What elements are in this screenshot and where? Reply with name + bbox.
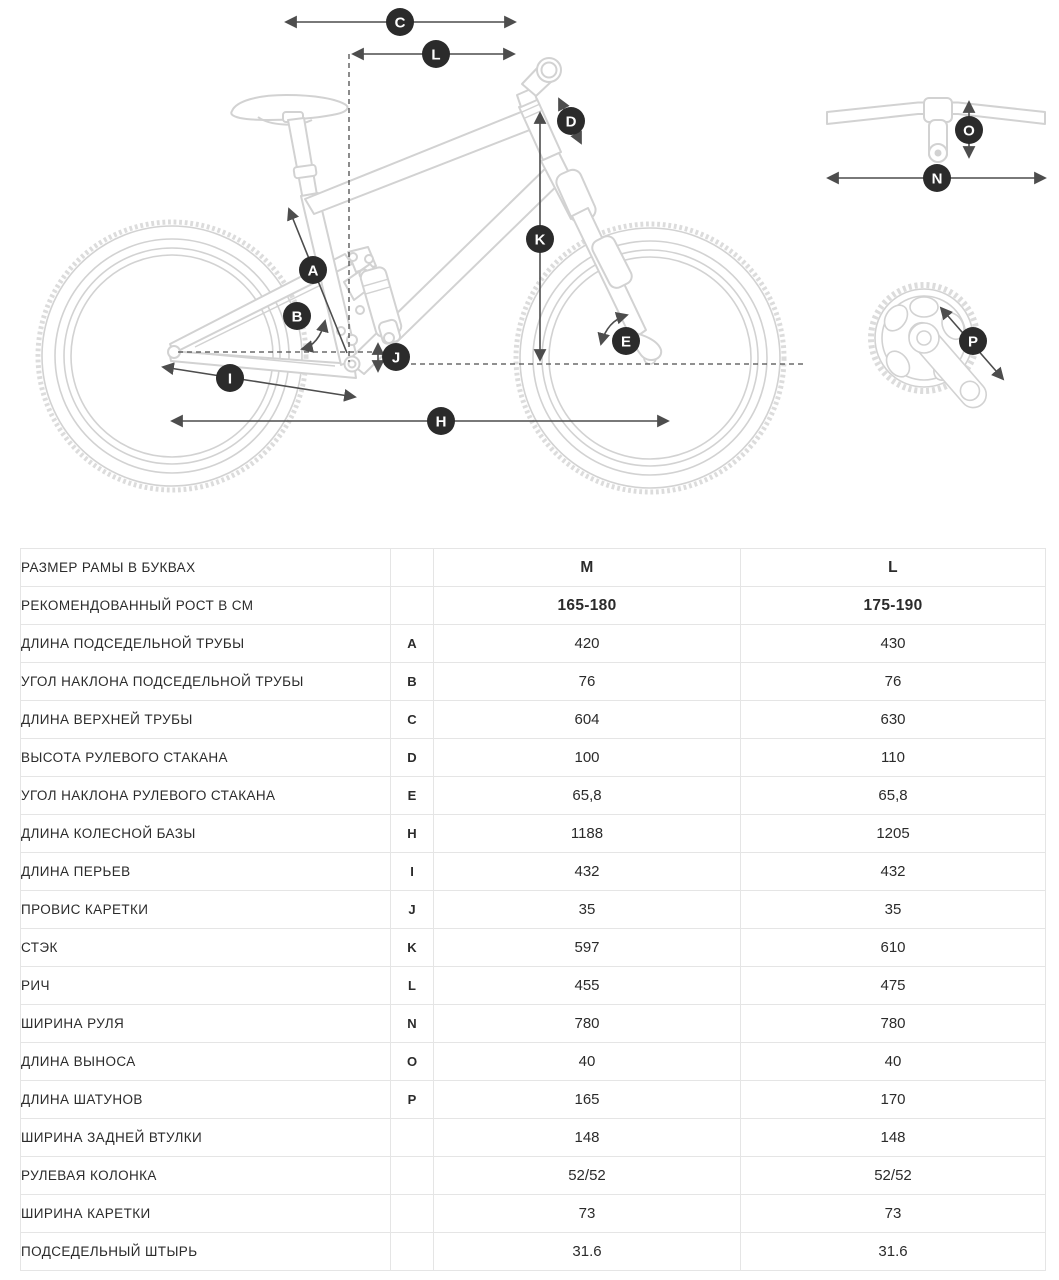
badge-K — [526, 225, 554, 253]
table-row — [21, 1157, 1046, 1195]
table-row — [21, 1005, 1046, 1043]
row-letter — [391, 1119, 434, 1157]
row-value-l: 31.6 — [741, 1233, 1046, 1271]
row-letter — [391, 549, 434, 587]
row-value-m: 40 — [434, 1043, 741, 1081]
row-letter — [391, 587, 434, 625]
row-value-m: 455 — [434, 967, 741, 1005]
row-label: ШИРИНА КАРЕТКИ — [21, 1195, 391, 1233]
table-row — [21, 891, 1046, 929]
badge-P — [959, 327, 987, 355]
row-letter: A — [391, 625, 434, 663]
chainstay — [169, 351, 356, 378]
row-letter: I — [391, 853, 434, 891]
row-value-l: 475 — [741, 967, 1046, 1005]
svg-text:C: C — [394, 14, 406, 32]
row-value-l: 76 — [741, 663, 1046, 701]
row-value-m: 76 — [434, 663, 741, 701]
row-label: ШИРИНА ЗАДНЕЙ ВТУЛКИ — [21, 1119, 391, 1157]
row-letter — [391, 1195, 434, 1233]
row-value-l: 430 — [741, 625, 1046, 663]
row-label: ДЛИНА ПЕРЬЕВ — [21, 853, 391, 891]
row-value-m: 780 — [434, 1005, 741, 1043]
table-row — [21, 853, 1046, 891]
row-letter: P — [391, 1081, 434, 1119]
bike-geometry-diagram — [0, 0, 1059, 540]
row-label: ПРОВИС КАРЕТКИ — [21, 891, 391, 929]
geometry-table — [20, 548, 1046, 1271]
table-row — [21, 739, 1046, 777]
table-row — [21, 1195, 1046, 1233]
row-value-m: 65,8 — [434, 777, 741, 815]
row-label: УГОЛ НАКЛОНА РУЛЕВОГО СТАКАНА — [21, 777, 391, 815]
svg-text:O: O — [963, 122, 975, 140]
geometry-table-body — [21, 549, 1046, 1271]
svg-text:L: L — [431, 46, 441, 64]
row-letter: D — [391, 739, 434, 777]
row-value-l: 780 — [741, 1005, 1046, 1043]
badge-B — [283, 302, 311, 330]
row-letter: L — [391, 967, 434, 1005]
row-label: ДЛИНА КОЛЕСНОЙ БАЗЫ — [21, 815, 391, 853]
row-value-l: 432 — [741, 853, 1046, 891]
row-value-m: 148 — [434, 1119, 741, 1157]
row-label: РИЧ — [21, 967, 391, 1005]
table-row — [21, 1233, 1046, 1271]
handlebar-illustration — [827, 98, 1045, 162]
row-value-m: 1188 — [434, 815, 741, 853]
row-value-l: 610 — [741, 929, 1046, 967]
svg-text:A: A — [307, 262, 319, 280]
row-value-l: 65,8 — [741, 777, 1046, 815]
row-letter: N — [391, 1005, 434, 1043]
table-row — [21, 1043, 1046, 1081]
table-row — [21, 1119, 1046, 1157]
row-letter: E — [391, 777, 434, 815]
row-letter — [391, 1233, 434, 1271]
badge-O — [955, 116, 983, 144]
svg-text:D: D — [565, 113, 577, 131]
row-value-m: 35 — [434, 891, 741, 929]
row-value-l: 148 — [741, 1119, 1046, 1157]
row-value-m: 604 — [434, 701, 741, 739]
svg-text:H: H — [435, 413, 447, 431]
row-letter — [391, 1157, 434, 1195]
svg-text:E: E — [620, 333, 632, 351]
row-label: СТЭК — [21, 929, 391, 967]
row-value-m: 420 — [434, 625, 741, 663]
row-value-m: 597 — [434, 929, 741, 967]
top-tube — [305, 108, 540, 214]
row-label: РУЛЕВАЯ КОЛОНКА — [21, 1157, 391, 1195]
table-row — [21, 929, 1046, 967]
stem-clamp — [924, 98, 952, 122]
badge-J — [382, 343, 410, 371]
row-label: ДЛИНА ПОДСЕДЕЛЬНОЙ ТРУБЫ — [21, 625, 391, 663]
row-label: ДЛИНА ВЕРХНЕЙ ТРУБЫ — [21, 701, 391, 739]
row-value-l: 630 — [741, 701, 1046, 739]
badge-L — [422, 40, 450, 68]
badge-H — [427, 407, 455, 435]
row-value-m: 165 — [434, 1081, 741, 1119]
row-value-m: 432 — [434, 853, 741, 891]
row-value-l: 170 — [741, 1081, 1046, 1119]
svg-text:K: K — [534, 231, 546, 249]
badge-C — [386, 8, 414, 36]
row-value-m: M — [434, 549, 741, 587]
svg-text:J: J — [391, 349, 401, 367]
svg-text:P: P — [967, 333, 979, 351]
bike-frame-illustration — [168, 58, 661, 378]
table-row — [21, 777, 1046, 815]
row-value-m: 100 — [434, 739, 741, 777]
row-label: ДЛИНА ШАТУНОВ — [21, 1081, 391, 1119]
badge-N — [923, 164, 951, 192]
svg-text:N: N — [931, 170, 943, 188]
row-value-m: 165-180 — [434, 587, 741, 625]
row-label: РЕКОМЕНДОВАННЫЙ РОСТ В СМ — [21, 587, 391, 625]
row-value-l: L — [741, 549, 1046, 587]
row-label: РАЗМЕР РАМЫ В БУКВАХ — [21, 549, 391, 587]
table-row — [21, 967, 1046, 1005]
row-value-m: 52/52 — [434, 1157, 741, 1195]
row-value-m: 73 — [434, 1195, 741, 1233]
row-value-l: 52/52 — [741, 1157, 1046, 1195]
badge-A — [299, 256, 327, 284]
row-value-m: 31.6 — [434, 1233, 741, 1271]
row-value-l: 73 — [741, 1195, 1046, 1233]
svg-text:B: B — [291, 308, 303, 326]
badge-D — [557, 107, 585, 135]
table-row — [21, 625, 1046, 663]
row-label: ПОДСЕДЕЛЬНЫЙ ШТЫРЬ — [21, 1233, 391, 1271]
row-letter: O — [391, 1043, 434, 1081]
table-row — [21, 587, 1046, 625]
table-row — [21, 701, 1046, 739]
row-label: УГОЛ НАКЛОНА ПОДСЕДЕЛЬНОЙ ТРУБЫ — [21, 663, 391, 701]
row-letter: B — [391, 663, 434, 701]
row-value-l: 175-190 — [741, 587, 1046, 625]
row-value-l: 110 — [741, 739, 1046, 777]
row-value-l: 35 — [741, 891, 1046, 929]
table-row — [21, 1081, 1046, 1119]
row-value-l: 1205 — [741, 815, 1046, 853]
table-row — [21, 815, 1046, 853]
row-value-l: 40 — [741, 1043, 1046, 1081]
row-letter: C — [391, 701, 434, 739]
rear-shock — [359, 266, 405, 346]
table-row — [21, 549, 1046, 587]
row-label: ШИРИНА РУЛЯ — [21, 1005, 391, 1043]
row-letter: J — [391, 891, 434, 929]
table-row — [21, 663, 1046, 701]
row-label: ВЫСОТА РУЛЕВОГО СТАКАНА — [21, 739, 391, 777]
row-letter: K — [391, 929, 434, 967]
row-label: ДЛИНА ВЫНОСА — [21, 1043, 391, 1081]
badge-I — [216, 364, 244, 392]
badge-E — [612, 327, 640, 355]
row-letter: H — [391, 815, 434, 853]
svg-text:I: I — [227, 370, 233, 388]
